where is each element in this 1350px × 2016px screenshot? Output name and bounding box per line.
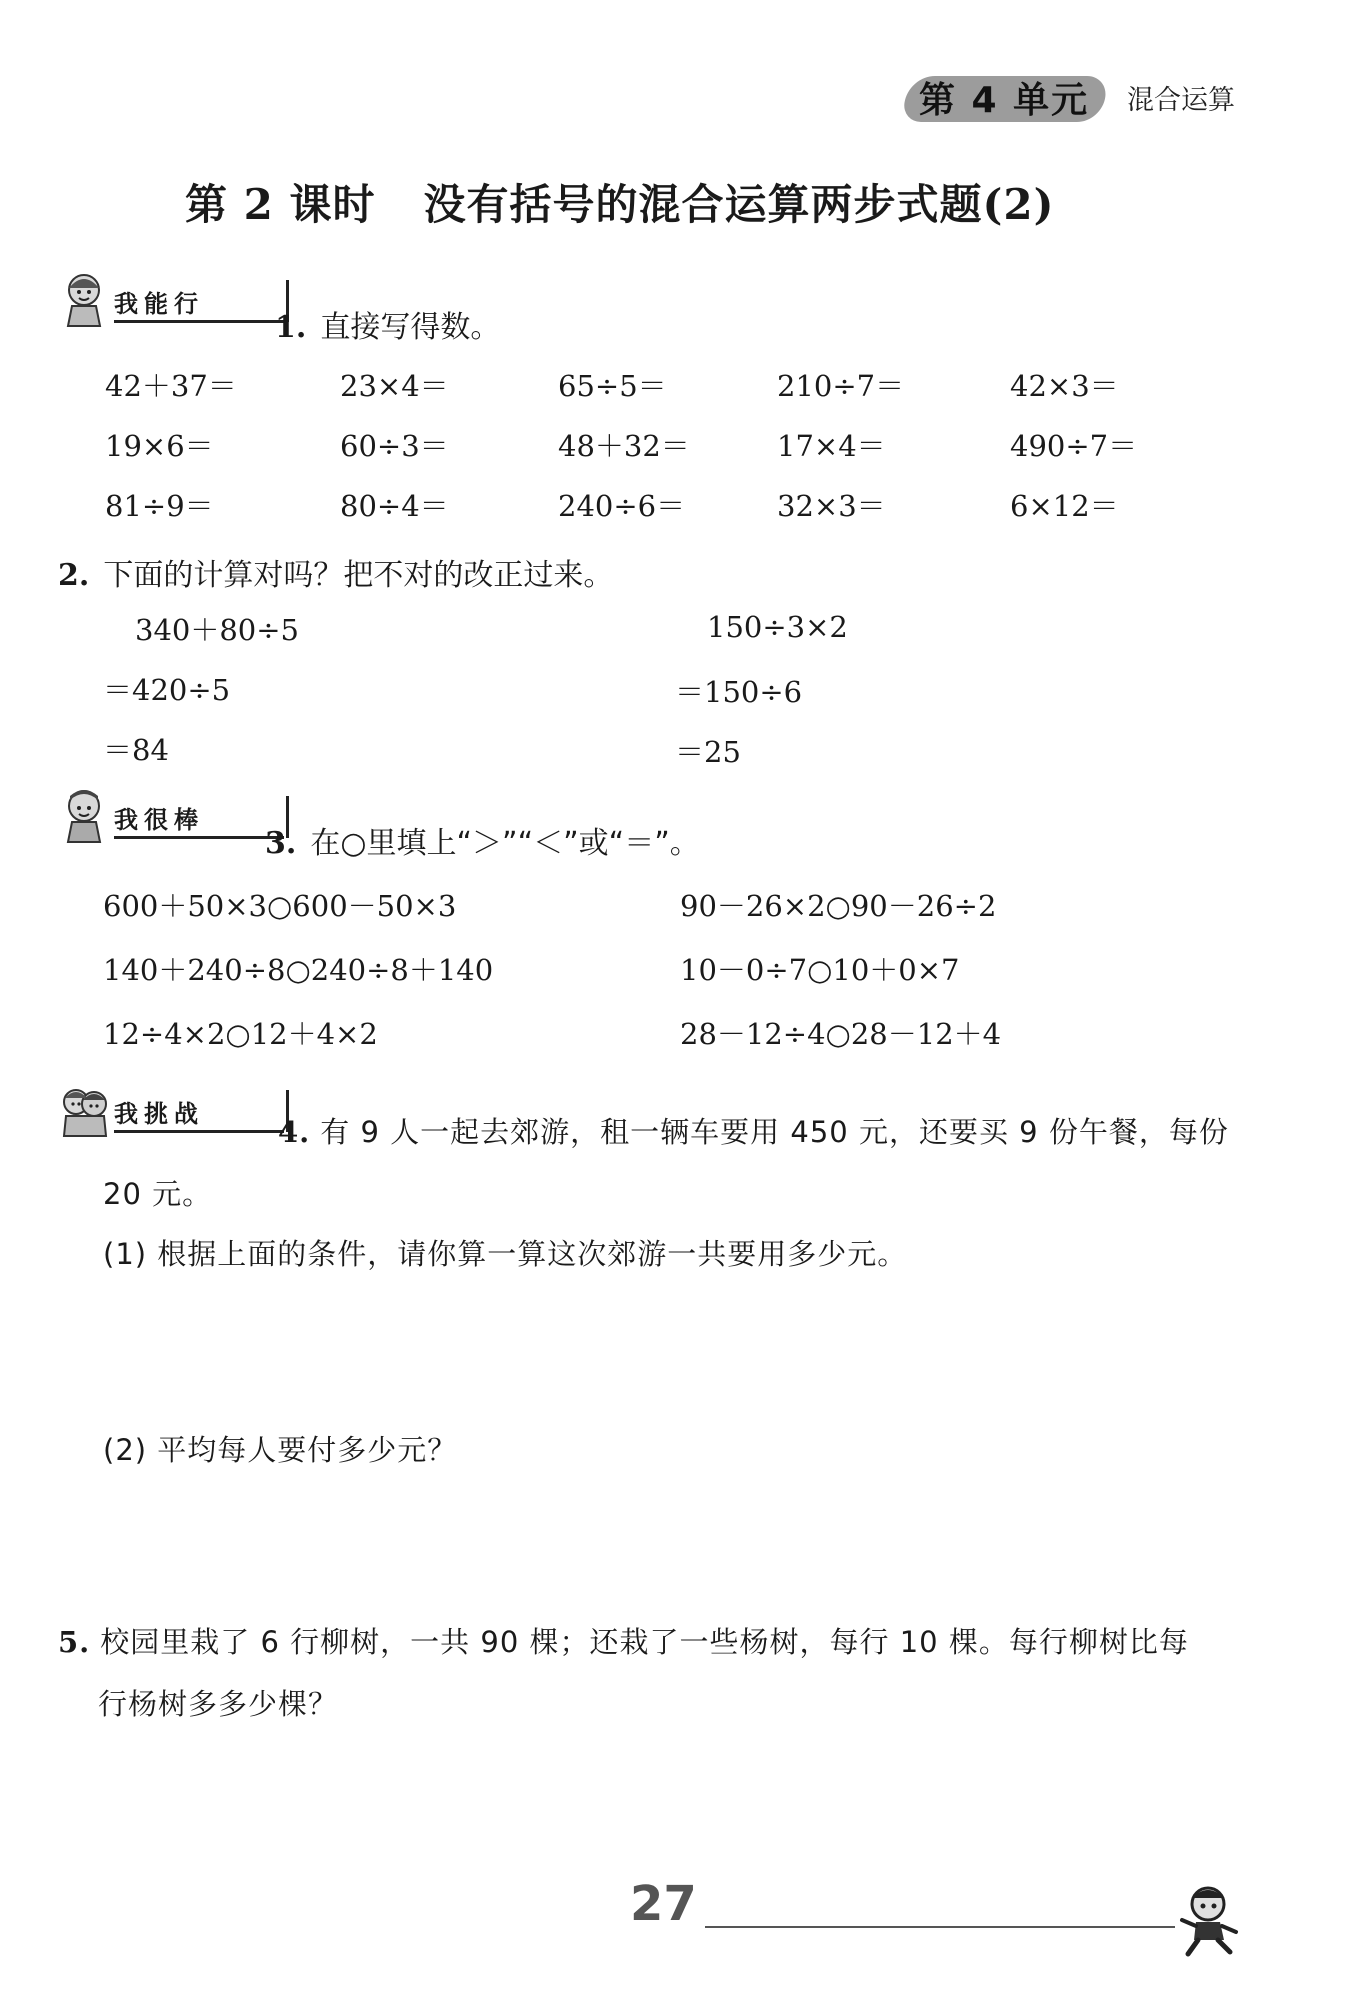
section-label: 我很棒 — [114, 806, 204, 834]
q4-line1-text: 有 9 人一起去郊游，租一辆车要用 450 元，还要买 9 份午餐，每份 — [320, 1115, 1229, 1149]
q1-cell: 48＋32＝ — [558, 429, 690, 463]
section-label: 我挑战 — [114, 1100, 204, 1128]
lesson-title — [185, 172, 1054, 232]
q4-sub2: (2) 平均每人要付多少元？ — [103, 1433, 458, 1467]
badge-underline — [114, 320, 284, 323]
q4-line2: 20 元。 — [103, 1177, 213, 1211]
q2-left-line: 340＋80÷5 — [135, 613, 300, 647]
q1-cell: 81÷9＝ — [105, 489, 214, 523]
q3-item: 600＋50×3○600－50×3 — [103, 889, 457, 923]
q1-cell: 32×3＝ — [777, 489, 886, 523]
q1-cell: 60÷3＝ — [340, 429, 449, 463]
q5-line1 — [58, 1620, 1189, 1661]
q1-cell: 240÷6＝ — [558, 489, 686, 523]
q5-number: 5. — [58, 1625, 91, 1659]
q2-left-line: ＝84 — [103, 733, 169, 767]
q3-title-text: 在○里填上“＞”“＜”或“＝”。 — [310, 826, 700, 861]
badge-underline — [114, 836, 284, 839]
q1-cell: 210÷7＝ — [777, 369, 905, 403]
q1-cell: 490÷7＝ — [1010, 429, 1138, 463]
q1-title — [275, 302, 500, 346]
q3-title — [265, 818, 700, 862]
q1-cell: 42＋37＝ — [105, 369, 237, 403]
q1-cell: 19×6＝ — [105, 429, 214, 463]
lesson-number: 第 2 课时 — [185, 180, 376, 229]
q3-item: 90－26×2○90－26÷2 — [680, 889, 997, 923]
two-kids-mascot-icon — [58, 1080, 112, 1138]
girl-mascot-icon — [58, 270, 112, 328]
q2-title-text: 下面的计算对吗？把不对的改正过来。 — [103, 558, 614, 593]
q3-item: 140＋240÷8○240÷8＋140 — [103, 953, 494, 987]
q2-left-line: ＝420÷5 — [103, 673, 231, 707]
q1-cell: 6×12＝ — [1010, 489, 1119, 523]
q5-line1-text: 校园里栽了 6 行柳树，一共 90 棵；还栽了一些杨树，每行 10 棵。每行柳树比每 — [100, 1625, 1189, 1659]
q5-line2: 行杨树多多少棵？ — [98, 1687, 339, 1721]
footer-rule — [705, 1926, 1175, 1928]
q1-number: 1. — [275, 310, 307, 345]
q3-item: 28－12÷4○28－12＋4 — [680, 1017, 1002, 1051]
q3-item: 10－0÷7○10＋0×7 — [680, 953, 960, 987]
q1-cell: 23×4＝ — [340, 369, 449, 403]
q1-cell: 42×3＝ — [1010, 369, 1119, 403]
q3-item: 12÷4×2○12＋4×2 — [103, 1017, 378, 1051]
boy-mascot-icon — [58, 786, 112, 844]
q2-right-line: 150÷3×2 — [707, 610, 848, 644]
q4-number: 4. — [278, 1115, 311, 1149]
q2-title — [58, 550, 613, 594]
section-label: 我能行 — [114, 290, 204, 318]
page-number: 27 — [630, 1876, 697, 1932]
lesson-name: 没有括号的混合运算两步式题(2) — [423, 180, 1055, 229]
badge-underline — [114, 1130, 284, 1133]
q4-sub1: (1) 根据上面的条件，请你算一算这次郊游一共要用多少元。 — [103, 1237, 908, 1271]
q1-cell: 80÷4＝ — [340, 489, 449, 523]
q1-title-text: 直接写得数。 — [320, 310, 501, 345]
running-kid-mascot-icon — [1170, 1880, 1250, 1960]
q1-cell: 17×4＝ — [777, 429, 886, 463]
q4-line1 — [278, 1110, 1229, 1151]
q3-number: 3. — [265, 826, 297, 861]
q1-cell: 65÷5＝ — [558, 369, 667, 403]
q2-right-line: ＝150÷6 — [675, 675, 803, 709]
unit-badge — [905, 70, 1105, 124]
unit-label: 第 4 单元 — [919, 80, 1090, 121]
q2-number: 2. — [58, 558, 90, 593]
unit-topic: 混合运算 — [1127, 85, 1235, 116]
q2-right-line: ＝25 — [675, 735, 741, 769]
